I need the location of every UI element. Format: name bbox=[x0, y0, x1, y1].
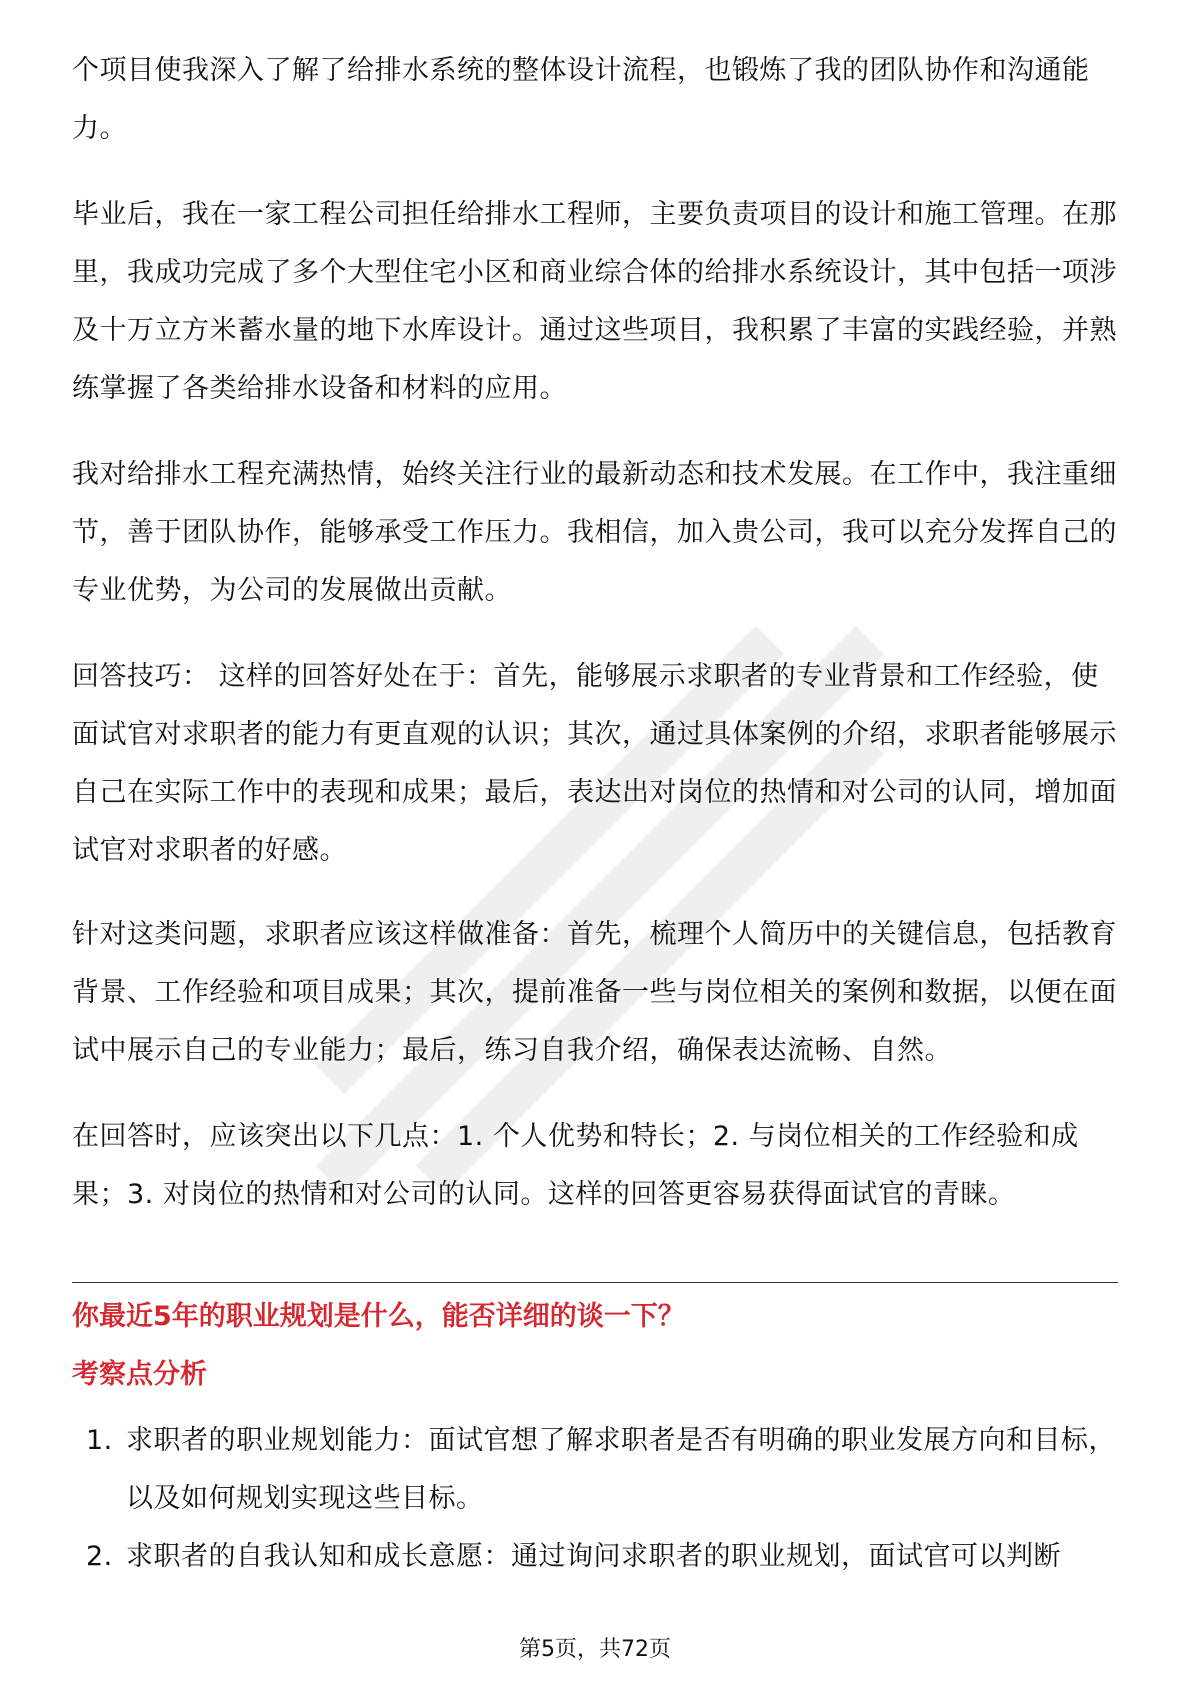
list-number: 2. bbox=[86, 1541, 113, 1572]
paragraph: 在回答时，应该突出以下几点：1. 个人优势和特长；2. 与岗位相关的工作经验和成果；3. 对岗位的热情和对公司的认同。这样的回答更容易获得面试官的青睐。 bbox=[72, 1121, 1079, 1210]
question-heading: 你最近5年的职业规划是什么，能否详细的谈一下？ bbox=[72, 1301, 685, 1332]
list-item-text: 求职者的自我认知和成长意愿：通过询问求职者的职业规划，面试官可以判断 bbox=[126, 1541, 1061, 1572]
analysis-list bbox=[72, 1412, 1122, 1586]
page-footer: 第5页，共72页 bbox=[519, 1637, 671, 1662]
answer-tips-paragraph: 回答技巧： 这样的回答好处在于：首先，能够展示求职者的专业背景和工作经验，使面试官对求职者的能力有更直观的认识；其次，通过具体案例的介绍，求职者能够展示自己在实际工作中的表现和成果；最后，表达出对岗位的热情和对公司的认同，增加面试官对求职者的好感。 bbox=[72, 661, 1117, 866]
section-divider bbox=[72, 1282, 1118, 1283]
paragraph: 个项目使我深入了解了给排水系统的整体设计流程，也锻炼了我的团队协作和沟通能力。 bbox=[72, 55, 1090, 144]
analysis-heading: 考察点分析 bbox=[72, 1359, 207, 1390]
list-item bbox=[72, 1528, 1122, 1586]
paragraph: 我对给排水工程充满热情，始终关注行业的最新动态和技术发展。在工作中，我注重细节，善于团队协作，能够承受工作压力。我相信，加入贵公司，我可以充分发挥自己的专业优势，为公司的发展做出贡献。 bbox=[72, 459, 1117, 606]
paragraph: 毕业后，我在一家工程公司担任给排水工程师，主要负责项目的设计和施工管理。在那里，我成功完成了多个大型住宅小区和商业综合体的给排水系统设计，其中包括一项涉及十万立方米蓄水量的地下水库设计。通过这些项目，我积累了丰富的实践经验，并熟练掌握了各类给排水设备和材料的应用。 bbox=[72, 199, 1117, 404]
list-item bbox=[72, 1412, 1122, 1528]
list-number: 1. bbox=[86, 1425, 113, 1456]
paragraph: 针对这类问题，求职者应该这样做准备：首先，梳理个人简历中的关键信息，包括教育背景、工作经验和项目成果；其次，提前准备一些与岗位相关的案例和数据，以便在面试中展示自己的专业能力；最后，练习自我介绍，确保表达流畅、自然。 bbox=[72, 919, 1117, 1066]
list-item-text: 求职者的职业规划能力：面试官想了解求职者是否有明确的职业发展方向和目标，以及如何规划实现这些目标。 bbox=[126, 1425, 1116, 1514]
